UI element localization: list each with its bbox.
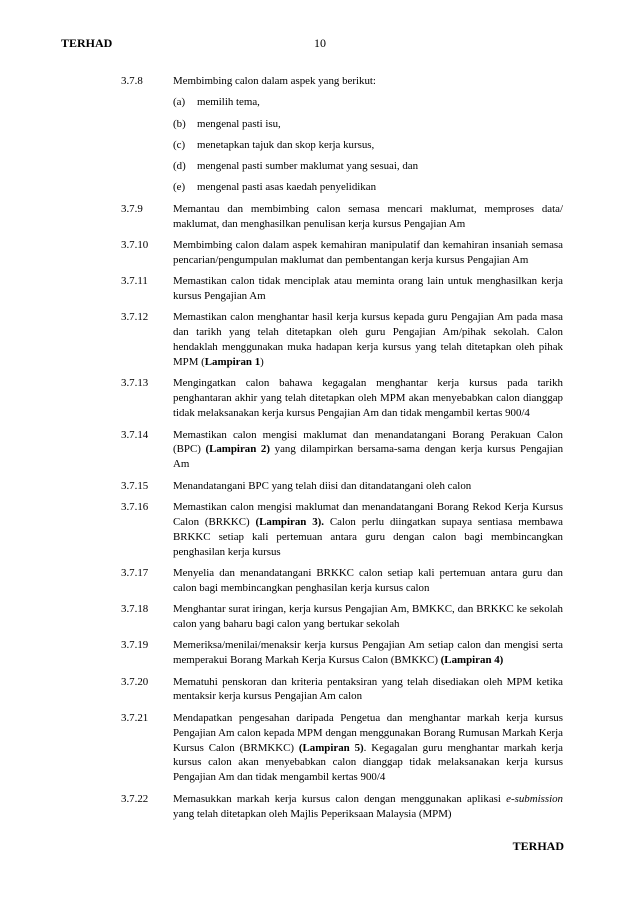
appendix-reference: (Lampiran 4) [440,654,504,667]
item-text-part: ) [260,356,264,369]
sub-item-text: memilih tema, [197,96,260,109]
list-item [121,74,563,195]
item-number: 3.7.15 [121,479,149,492]
item-text: Memantau dan membimbing calon semasa mencari maklumat, memproses data/ maklumat, dan menghasilkan penulisan kerja kursus Pengajian Am [173,202,563,230]
item-number: 3.7.11 [121,275,148,288]
document-body [121,74,563,828]
item-text-part: Memastikan calon menghantar hasil kerja kursus kepada guru Pengajian Am pada masa dan tarikh yang telah ditetapkan oleh guru Pengajian Am/pihak sekolah. Calon hendaklah menggunakan muka hadapan kerja kursus yang telah ditetapkan oleh pihak MPM ( [173,311,563,369]
sub-item-label: (b) [173,117,186,130]
sub-item [173,138,563,153]
sub-item [173,159,563,174]
list-item [121,638,563,668]
item-text: Menghantar surat iringan, kerja kursus Pengajian Am, BMKKC, dan BRKKC ke sekolah calon yang baharu bagi calon yang bertukar sekolah [173,603,563,631]
sub-item-label: (e) [173,181,186,194]
list-item [121,792,563,822]
item-text: Memastikan calon tidak menciplak atau meminta orang lain untuk menghasilkan kerja kursus Pengajian Am [173,275,563,303]
item-text [173,500,563,560]
item-number: 3.7.10 [121,238,149,251]
item-text-part: Calon perlu diingatkan supaya sentiasa membawa BRKKC setiap kali pertemuan antara guru dengan calon bagi membincangkan penghasilan kerja kursus [173,515,563,558]
list-item [121,602,563,632]
item-text: Menandatangani BPC yang telah diisi dan ditandatangani oleh calon [173,479,472,492]
list-item [121,566,563,596]
list-item [121,711,563,786]
sub-item-text: mengenal pasti asas kaedah penyelidikan [197,181,377,194]
list-item [121,376,563,421]
item-text: Menyelia dan menandatangani BRKKC calon setiap kali pertemuan antara guru dan calon bagi membincangkan penghasilan kerja kursus calon [173,566,563,594]
item-text-part: Memastikan calon mengisi maklumat dan menandatangani Borang Rekod Kerja Kursus Calon (BRKKC) [173,500,563,528]
item-text: Membimbing calon dalam aspek kemahiran manipulatif dan kemahiran insaniah semasa pencarian/pengumpulan maklumat dan pembentangan kerja kursus Pengajian Am [173,238,563,266]
list-item [121,274,563,304]
list-item [121,238,563,268]
item-text [173,711,563,786]
item-text: Mengingatkan calon bahawa kegagalan menghantar kerja kursus pada tarikh penghantaran akhir yang telah ditetapkan oleh MPM akan menyebabkan calon dianggap tidak melaksanakan kerja kursus Pengajian Am dan tidak mengambil kertas 900/4 [173,377,563,420]
list-item [121,310,563,370]
appendix-reference: (Lampiran 5) [298,741,364,754]
sub-item-text: mengenal pasti isu, [197,117,281,130]
item-number: 3.7.22 [121,792,149,805]
sub-item-text: menetapkan tajuk dan skop kerja kursus, [197,138,375,151]
appendix-reference: Lampiran 1 [204,356,261,369]
item-number: 3.7.14 [121,428,149,441]
item-text [173,792,563,822]
application-name: e-submission [506,792,563,805]
item-text [173,638,563,668]
appendix-reference: (Lampiran 2) [205,443,270,456]
item-text [173,310,563,370]
sub-item [173,180,563,195]
item-number: 3.7.12 [121,311,149,324]
item-text-part: Memeriksa/menilai/menaksir kerja kursus Pengajian Am setiap calon dan mengisi serta memperakui Borang Markah Kerja Kursus Calon (BMKKC) [173,639,563,667]
sub-item-label: (d) [173,160,186,173]
item-number: 3.7.19 [121,639,149,652]
item-number: 3.7.16 [121,500,149,513]
list-item [121,479,563,494]
sub-item [173,95,563,110]
item-text-part: Memastikan calon mengisi maklumat dan menandatangani Borang Perakuan Calon (BPC) [173,428,563,456]
list-item [121,428,563,473]
sub-item-label: (c) [173,138,186,151]
item-number: 3.7.18 [121,603,149,616]
header-classification: TERHAD [61,36,113,50]
item-text: Mematuhi penskoran dan kriteria pentaksiran yang telah disediakan oleh MPM ketika mentaksir kerja kursus Pengajian Am calon [173,675,563,703]
item-text-part: Memasukkan markah kerja kursus calon dengan menggunakan aplikasi [173,792,507,805]
item-text-part: Mendapatkan pengesahan daripada Pengetua dan menghantar markah kerja kursus Pengajian Am calon kepada MPM dengan menggunakan Borang Rumusan Markah Kerja Kursus Calon (BRMKKC) [173,711,563,754]
item-text [173,74,563,195]
item-number: 3.7.9 [121,202,143,215]
item-text-part: . Kegagalan guru menghantar markah kerja kursus calon akan menyebabkan calon dianggap tidak melaksanakan kerja kursus Pengajian Am dan tidak mengambil kertas 900/4 [173,741,563,784]
footer-classification: TERHAD [512,839,564,853]
list-item [121,500,563,560]
item-number: 3.7.20 [121,675,149,688]
sub-item [173,117,563,132]
list-item [121,675,563,705]
item-lead: Membimbing calon dalam aspek yang berikut: [173,75,376,87]
item-number: 3.7.13 [121,377,149,390]
sub-item-text: mengenal pasti sumber maklumat yang sesuai, dan [197,160,419,173]
item-text-part: yang dilampirkan bersama-sama dengan kerja kursus Pengajian Am [173,443,564,471]
sub-item-label: (a) [173,96,186,109]
appendix-reference: (Lampiran 3). [255,515,324,528]
item-text [173,428,563,473]
item-number: 3.7.8 [121,75,143,87]
list-item [121,202,563,232]
item-number: 3.7.21 [121,711,149,724]
page-number: 10 [314,36,326,50]
item-number: 3.7.17 [121,566,149,579]
item-text-part: yang telah ditetapkan oleh Majlis Peperiksaan Malaysia (MPM) [173,807,452,820]
